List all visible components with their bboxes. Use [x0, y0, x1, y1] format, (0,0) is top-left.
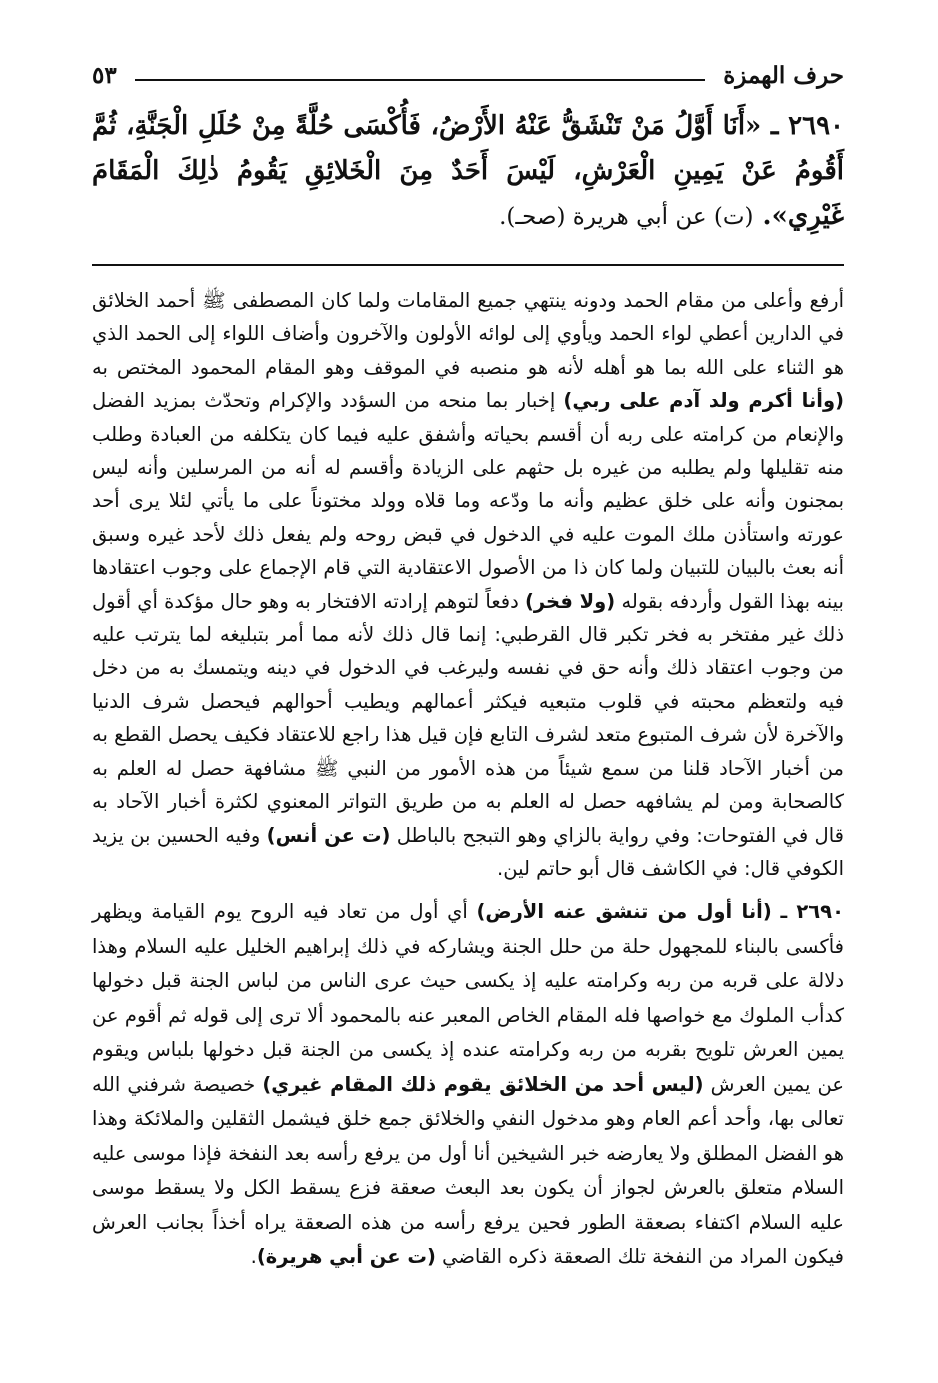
running-header: [92, 58, 844, 92]
commentary-text: دفعاً لتوهم إرادته الافتخار به وهو حال مؤكدة أي أقول ذلك غير مفتخر به فخر تكبر قال القرطبي: إنما قال ذلك لأنه مما أمر بتبليغه لما يترتب عليه من وجوب اعتقاد ذلك وأنه حق في نفسه وليرغب في الدخول في دينه ويتمسك به من دخل فيه ولتعظم محبته في قلوب متبعيه فيكثر أعمالهم ويطيب أحوالهم فيحصل شرف الدنيا والآخرة لأن شرف المتبوع متعد لشرف التابع فإن قيل هذا راجع للاعتقاد فكيف يحصل القطع به من أخبار الآحاد قلنا من سمع شيئاً من هذه الأمور من النبي ﷺ مشافهة حصل له العلم به كالصحابة ومن لم يشافهه حصل له العلم به من طريق التواتر المعنوي لكثرة أخبار الآحاد به قال في الفتوحات: وفي رواية بالزاي وهو التبجح بالباطل: [92, 589, 844, 847]
hadith-source: (ت) عن أبي هريرة (صحـ).: [499, 204, 754, 230]
hadith-number: ٢٦٩٠ ـ: [770, 111, 845, 141]
chapter-title: حرف الهمزة: [723, 61, 844, 89]
commentary-paragraph-1: [92, 284, 844, 885]
hadith-block: [92, 104, 844, 240]
commentary-text: أي أول من تعاد فيه الروح يوم القيامة ويظهر فأكسى بالبناء للمجهول حلة من حلل الجنة ويشاركه في ذلك إبراهيم الخليل عليه السلام وهذا دلالة على قربه من ربه وكرامته عليه إذ يكسى حيث عرى الناس من لباس الجنة قبل دخولها كدأب الملوك مع خواصها فله المقام الخاص المعبر عنه بالمحمود ألا ترى إلى قوله ثم أقوم عن يمين العرش تلويح بقربه من ربه وكرامته عنده إذ يكسى من الجنة قبل دخولها بلباس ويقوم عن يمين العرش: [92, 900, 845, 1096]
commentary-source: (ت عن أنس): [266, 823, 391, 847]
commentary-text: خصيصة شرفني الله تعالى بها، وأحد أعم العام وهو مدخول النفي والخلائق جمع خلق فيشمل الثقلين والملائكة وهذا هو الفضل المطلق ولا يعارضه خبر الشيخين أنا أول من يرفع رأسه بعد النفخة فإذا موسى عليه السلام متعلق بالعرش لجواز أن يكون بعد البعث صعقة فزع يسقط الكل ولا يسقط موسى عليه السلام اكتفاء بصعقة الطور فحين يرفع رأسه من هذه الصعقة يراه أخذاً بجانب العرش فيكون المراد من النفخة تلك الصعقة ذكره القاضي: [92, 1072, 844, 1269]
commentary-quote: (وأنا أكرم ولد آدم على ربي): [563, 389, 844, 413]
commentary-quote: (ليس أحد من الخلائق يقوم ذلك المقام غيري): [262, 1072, 704, 1096]
hadith-text: «أَنَا أَوَّلُ مَنْ تَنْشَقُّ عَنْهُ الأَرْضُ، فَأُكْسَى حُلَّةً مِنْ حُلَلِ الْجَنَّةِ، ثُمَّ أَقُومُ عَنْ يَمِينِ الْعَرْشِ، لَيْسَ أَحَدٌ مِنَ الْخَلائِقِ يَقُومُ ذٰلِكَ الْمَقَامَ غَيْرِي».: [92, 111, 844, 231]
commentary-paragraph-2: [92, 895, 844, 1275]
commentary-source: (ت عن أبي هريرة): [256, 1245, 436, 1269]
commentary-text: أرفع وأعلى من مقام الحمد ودونه ينتهي جميع المقامات ولما كان المصطفى ﷺ أحمد الخلائق في الدارين أعطي لواء الحمد ويأوي إلى لوائه الأولون والآخرون وأضاف اللواء إلى الحمد الذي هو الثناء على الله بما هو أهله لأنه هو منصبه في الموقف وهو المقام المحمود المختص به: [92, 289, 844, 379]
footnote-rule: [92, 264, 844, 266]
header-rule: [135, 79, 705, 81]
commentary-number: ٢٦٩٠ ـ: [780, 900, 844, 924]
commentary-quote: (ولا فخر): [524, 589, 616, 613]
page-number: ٥٣: [92, 61, 117, 89]
book-page: [92, 58, 844, 1348]
commentary-quote: (أنا أول من تنشق عنه الأرض): [476, 900, 772, 924]
commentary-text: وفيه الحسين بن يزيد الكوفي قال: في الكاشف قال أبو حاتم لين.: [92, 823, 844, 880]
commentary-text: .: [250, 1245, 257, 1269]
commentary-text: إخبار بما منحه من السؤدد والإكرام وتحدّث بمزيد الفضل والإنعام من كرامته على ربه أن أقسم بحياته وأشفق عليه فيما كان يتكلفه من العبادة وطلب منه تقليلها ولم يطلبه من غيره بل حثهم على الزيادة وأقسم له أنه من المرسلين وأنه ليس بمجنون وأنه على خلق عظيم وأنه ما ودّعه وما قلاه وولد مختوناً على ما يأتي لئلا يرى أحد عورته واستأذن ملك الموت عليه في الدخول في قبض روحه ولم يفعل ذلك لأحد غيره وسبق أنه بعث بالبيان للتبيان ولما كان ذا من الأصول الاعتقادية التي قام الإجماع على وجوب اعتقادها بينه بهذا القول وأردفه بقوله: [92, 389, 844, 613]
